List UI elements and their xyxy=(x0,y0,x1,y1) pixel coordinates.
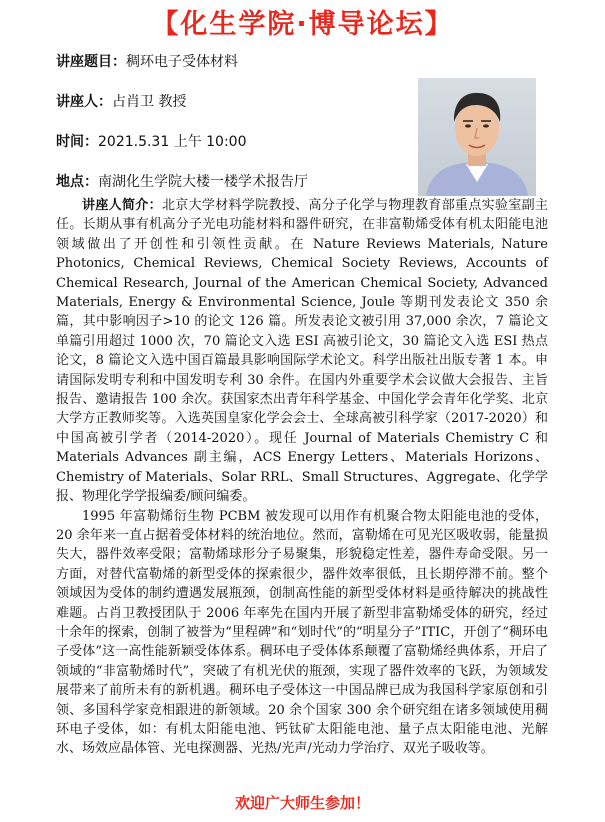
speaker-value: 占肖卫 教授 xyxy=(112,94,187,110)
time-label: 时间： xyxy=(56,134,98,150)
lecture-place xyxy=(56,171,308,191)
speaker-label: 讲座人： xyxy=(56,94,112,110)
lecture-topic xyxy=(56,51,238,71)
place-value: 南湖化生学院大楼一楼学术报告厅 xyxy=(98,174,308,190)
bio-intro-text: 北京大学材料学院教授、高分子化学与物理教育部重点实验室副主任。长期从事有机高分子光电功能材料和器件研究，在非富勒烯受体有机太阳能电池领域做出了开创性和引领性贡献。在 Nature Reviews Materials, Nature Photonics, Chemical Reviews, Chemical Society Reviews, Accounts of Chemical Research, Journal of the American Chemical Society, Advanced Materials, Energy & Environmental Science, Joule 等期刊发表论文 350 余篇，其中影响因子>10 的论文 126 篇。所发表论文被引用 37,000 余次，7 篇论文单篇引用超过 1000 次，70 篇论文入选 ESI 高被引论文，30 篇论文入选 ESI 热点论文，8 篇论文入选中国百篇最具影响国际学术论文。科学出版社出版专著 1 本。申请国际发明专利和中国发明专利 30 余件。在国内外重要学术会议做大会报告、主旨报告、邀请报告 100 余次。获国家杰出青年科学基金、中国化学会青年化学奖、北京大学方正教师奖等。入选英国皇家化学会会士、全球高被引科学家（2017-2020）和中国高被引学者（2014-2020）。现任 Journal of Materials Chemistry C 和 Materials Advances 副主编，ACS Energy Letters、Materials Horizons、Chemistry of Materials、Solar RRL、Small Structures、Aggregate、化学学报、物理化学学报编委/顾问编委。 xyxy=(56,198,548,505)
bio-label: 讲座人简介： xyxy=(82,198,162,213)
poster-title: 【化生学院·博导论坛】 xyxy=(151,9,454,40)
welcome-message: 欢迎广大师生参加！ xyxy=(234,794,370,812)
topic-value: 稠环电子受体材料 xyxy=(126,54,238,70)
time-value: 2021.5.31 上午 10:00 xyxy=(98,134,247,150)
speaker-bio xyxy=(56,196,548,759)
speaker-photo xyxy=(418,78,536,196)
speaker-portrait-image xyxy=(418,78,536,196)
lecture-speaker xyxy=(56,91,186,111)
topic-label: 讲座题目： xyxy=(56,54,126,70)
place-label: 地点： xyxy=(56,174,98,190)
bio-research-paragraph: 1995 年富勒烯衍生物 PCBM 被发现可以用作有机聚合物太阳能电池的受体，20 余年来一直占据着受体材料的统治地位。然而，富勒烯在可见光区吸收弱，能量损失大，器件效率受限；富勒烯球形分子易聚集，形貌稳定性差，器件寿命受限。另一方面，对替代富勒烯的新型受体的探索很少，器件效率很低，且长期停滞不前。整个领域因为受体的制约遭遇发展瓶颈，创制高性能的新型受体材料是亟待解决的挑战性难题。占肖卫教授团队于 2006 年率先在国内开展了新型非富勒烯受体的研究，经过十余年的探索，创制了被誉为“里程碑”和“划时代”的“明星分子”ITIC，开创了“稠环电子受体”这一高性能新颖受体体系。稠环电子受体体系颠覆了富勒烯经典体系，开启了领域的“非富勒烯时代”，突破了有机光伏的瓶颈，实现了器件效率的飞跃，为领域发展带来了前所未有的新机遇。稠环电子受体这一中国品牌已成为我国科学家原创和引领、多国科学家竞相跟进的新领域。20 余个国家 300 余个研究组在诸多领域使用稠环电子受体，如：有机太阳能电池、钙钛矿太阳能电池、量子点太阳能电池、光解水、场效应晶体管、光电探测器、光热/光声/光动力学治疗、双光子吸收等。 xyxy=(56,508,548,757)
bio-intro-paragraph xyxy=(56,196,548,507)
lecture-time xyxy=(56,131,247,151)
